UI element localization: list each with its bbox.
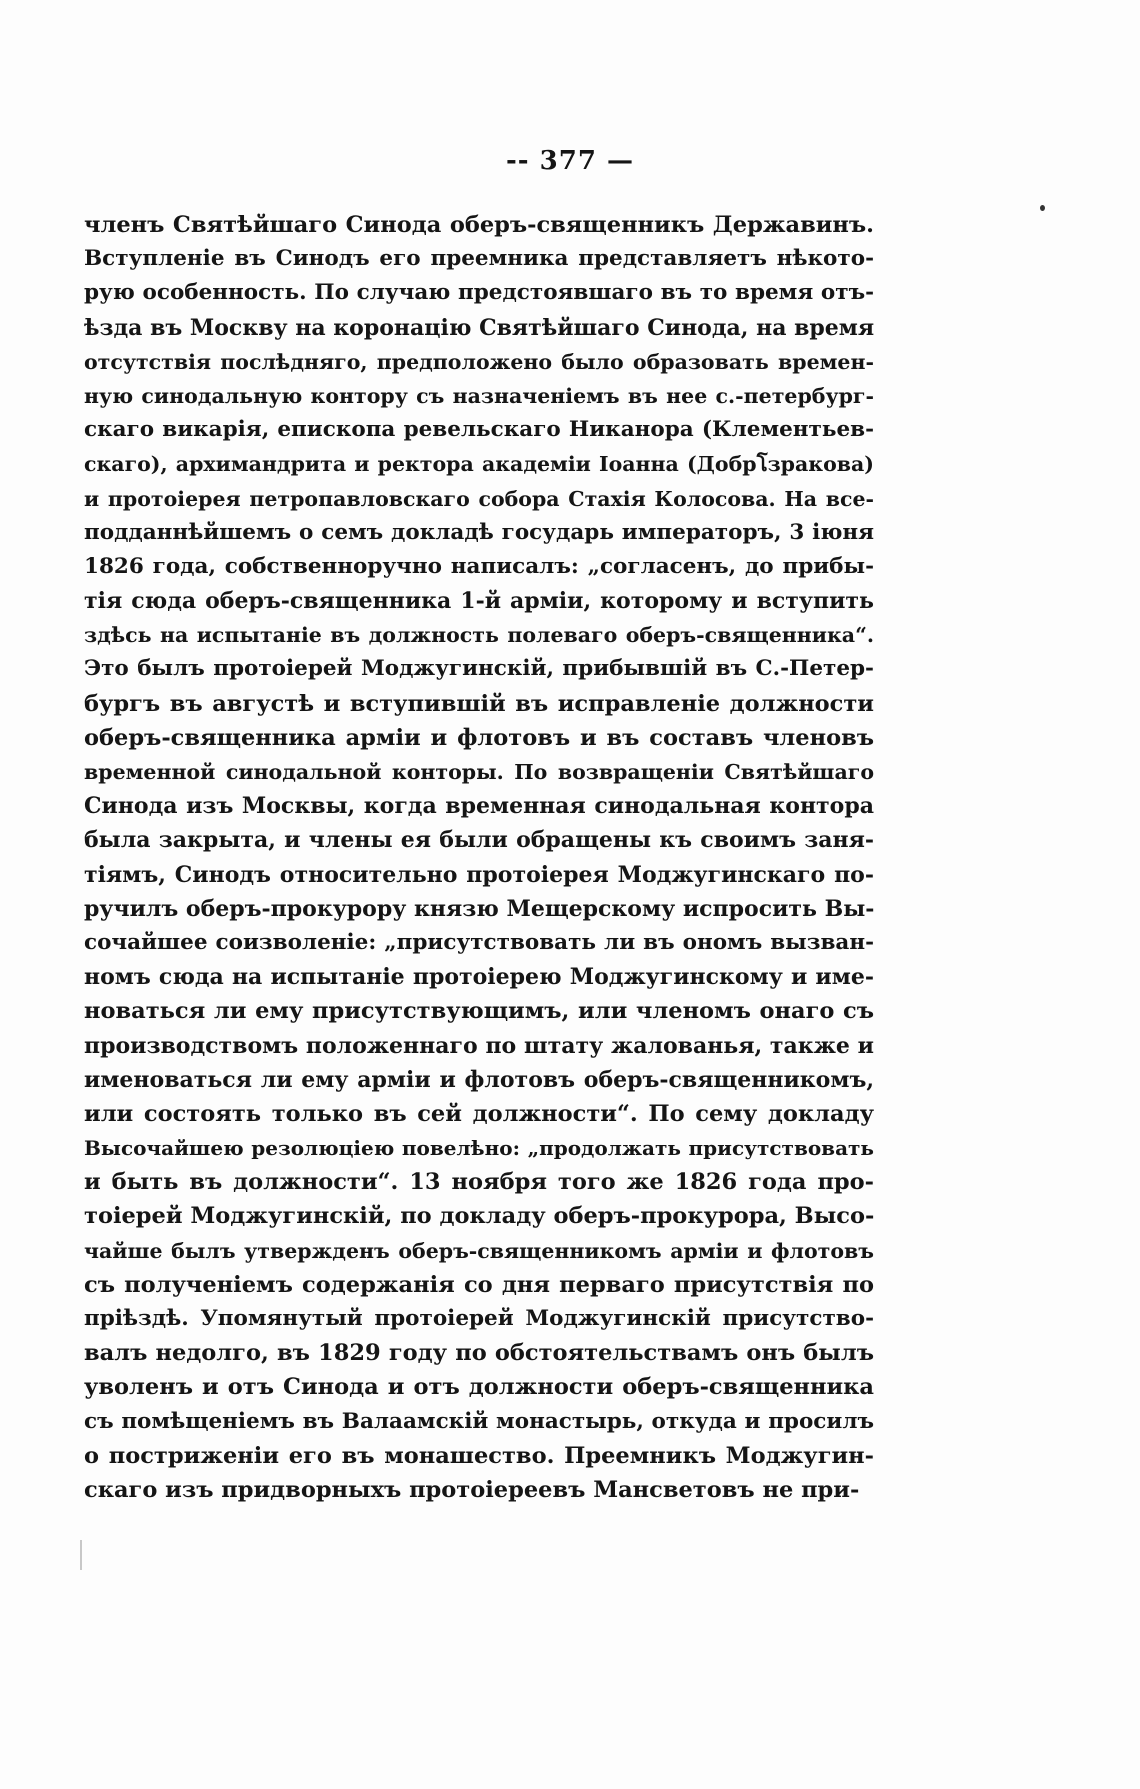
text-line: ную синодальную контору съ назначеніемъ въ нее с.-петербург- [84,383,874,408]
text-line: новаться ли ему присутствующимъ, или членомъ онаго съ [84,998,874,1025]
scan-edge-mark [80,1540,82,1570]
text-line: ручилъ оберъ-прокурору князю Мещерскому испросить Вы- [84,895,874,922]
text-line: пріѣздѣ. Упомянутый протоіерей Моджугинскій присутство- [84,1306,874,1331]
text-line: Это былъ протоіерей Моджугинскій, прибывшій въ С.-Петер- [84,656,874,682]
text-line: и быть въ должности“. 13 ноября того же 1826 года про- [84,1169,874,1196]
body-text [84,208,874,1507]
text-line: чайше былъ утвержденъ оберъ-священникомъ арміи и флотовъ [84,1238,874,1263]
text-line: скаго изъ придворныхъ протоіереевъ Мансветовъ не при- [84,1476,860,1503]
text-line: тоіерей Моджугинскій, по докладу оберъ-прокурора, Высо- [84,1203,874,1230]
text-line: Высочайшею резолюціею повелѣно: „продолжать присутствовать [84,1136,874,1161]
text-line: и протоіерея петропавловскаго собора Стахія Колосова. На все- [84,486,874,511]
text-line: бургъ въ августѣ и вступившій въ исправленіе должности [84,690,874,717]
text-line: здѣсь на испытаніе въ должность полеваго оберъ-священника“. [84,623,874,648]
text-line: скаго викарія, епископа ревельскаго Никанора (Клементьев- [84,417,874,443]
text-line: съ полученіемъ содержанія со дня перваго присутствія по [84,1271,874,1298]
text-line: тія сюда оберъ-священника 1-й арміи, которому и вступить [84,588,874,615]
text-line: 1826 года, собственноручно написалъ: „согласенъ, до прибы- [84,553,874,579]
text-line: Синода изъ Москвы, когда временная синодальная контора [84,793,874,820]
page-number: -- 377 — [506,146,634,176]
text-line: производствомъ положеннаго по штату жалованья, также и [84,1032,874,1059]
ink-speck [1040,205,1045,211]
text-line: скаго), архимандрита и ректора академіи Іоанна (Добрโзракова) [84,452,874,477]
text-line: тіямъ, Синодъ относительно протоіерея Моджугинскаго по- [84,861,874,888]
text-line: уволенъ и отъ Синода и отъ должности оберъ-священника [84,1374,874,1401]
text-line: или состоять только въ сей должности“. По сему докладу [84,1100,874,1127]
text-line: членъ Святѣйшаго Синода оберъ-священникъ Державинъ. [84,212,874,238]
text-line: именоваться ли ему арміи и флотовъ оберъ-священникомъ, [84,1066,874,1093]
text-line: сочайшее соизволеніе: „присутствовать ли въ ономъ вызван- [84,929,874,955]
text-line: была закрыта, и члены ея были обращены къ своимъ заня- [84,827,874,854]
text-line: временной синодальной конторы. По возвращеніи Святѣйшаго [84,760,874,784]
text-line: оберъ-священника арміи и флотовъ и въ составъ членовъ [84,724,874,751]
text-line: номъ сюда на испытаніе протоіерею Моджугинскому и име- [84,964,874,991]
text-line: рую особенность. По случаю предстоявшаго въ то время отъ- [84,280,874,306]
text-line: валъ недолго, въ 1829 году по обстоятельствамъ онъ былъ [84,1340,874,1367]
text-line: Вступленіе въ Синодъ его преемника представляетъ нѣкото- [84,246,874,272]
text-line: о постриженіи его въ монашество. Преемникъ Моджугин- [84,1442,874,1469]
text-line: съ помѣщеніемъ въ Валаамскій монастырь, откуда и просилъ [84,1408,874,1434]
text-line: подданнѣйшемъ о семъ докладѣ государь императоръ, 3 іюня [84,519,874,545]
text-line: отсутствія послѣдняго, предположено было образовать времен- [84,349,874,374]
text-line: ѣзда въ Москву на коронацію Святѣйшаго Синода, на время [84,314,874,341]
